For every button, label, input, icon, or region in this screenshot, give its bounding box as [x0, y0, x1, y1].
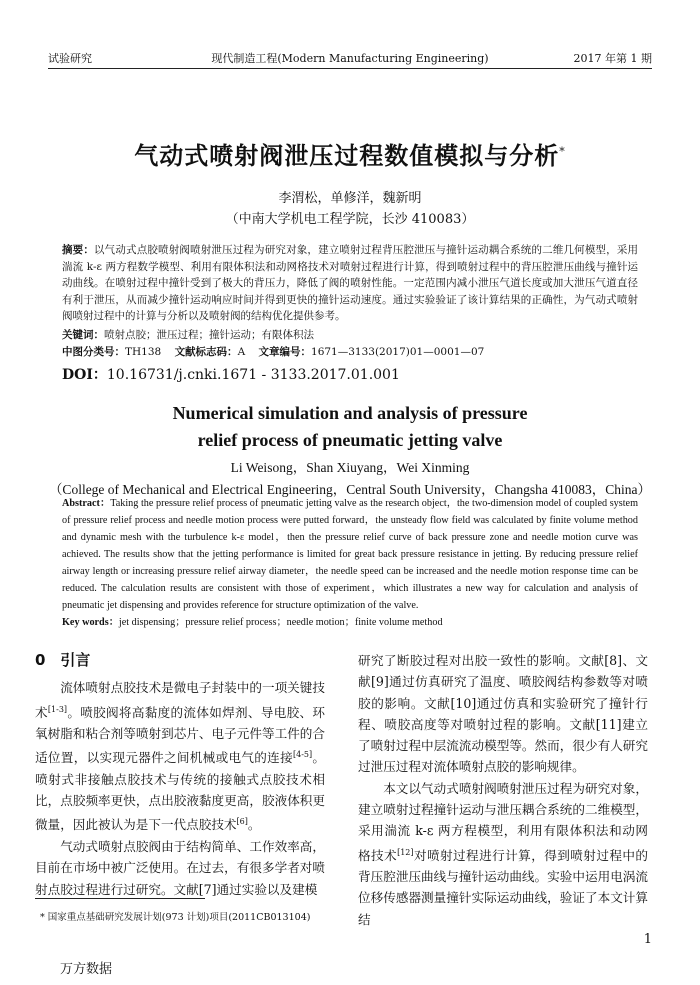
body-right-column	[358, 650, 648, 930]
authors-cn: 李渭松，单修洋，魏新明	[278, 191, 422, 206]
keywords-en: jet dispensing；pressure relief process；needle motion；finite volume method	[118, 617, 443, 628]
header-rule	[48, 68, 652, 69]
authors-en: Li Weisong，Shan Xiuyang，Wei Xinming	[230, 460, 470, 475]
title-cn: 气动式喷射阀泄压过程数值模拟与分析*	[134, 141, 566, 170]
page-number: 1	[643, 932, 652, 947]
affiliation-cn: （中南大学机电工程学院，长沙 410083）	[225, 212, 475, 227]
section-heading: 0 引言	[35, 651, 91, 669]
abstract-cn: 摘要：以气动式点胶喷射阀喷射泄压过程为研究对象，建立喷射过程背压腔泄压与撞针运动耦合系统的二维几何模型，采用湍流 k-ε 两方程数学模型、利用有限体积法和动网格技术对喷射过程进行计算，得到喷射过程中的背压腔泄压曲线与撞针运动曲线。在喷射过程中撞针受到了极大的背压力，降低了阀的喷射性能。一定范围内减小泄压气道长度或加大泄压气道直径有利于泄压，从而减少撞针运动响应时间并得到更快的撞针运动速度。通过实验验证了该计算结果的正确性，为气动式喷射阀喷射过程中的计算与分析以及喷射阀的结构优化提供参考。	[62, 244, 639, 322]
title-en: Numerical simulation and analysis of pressure relief process of pneumatic jetting valve	[172, 403, 528, 450]
paragraph: 研究了断胶过程对出胶一致性的影响。文献[8]、文献[9]通过仿真研究了温度、喷胶阀结构参数等对喷胶的影响。文献[10]通过仿真和实验研究了撞针行程、喷胶高度等对喷射过程的影响。文献[11]建立了喷射过程中层流流动模型等。然而，很少有人研究过泄压过程对流体喷射点胶的影响规律。	[358, 653, 648, 775]
abstract-en: Abstract：Taking the pressure relief process of pneumatic jetting valve as the research object，the two-dimension model of coupled system of pressure relief process and needle motion process were putted forward，the unsteady flow field was calculated by finite volume method and dynamic mesh with the turbulence k-ε model，then the pressure relief curve of back pressure zone and needle motion curve was achieved. The results show that the jetting performance is limited for great back pressure resistance in jetting. By reducing pressure relief airway length or increasing pressure relief airway diameter，the needle speed can be increased and the needle motion response time can be reduced. The calculation results are consistent with those of experiment，which illustrates a new way for calculation and analysis of pneumatic jet dispensing and provides reference for structure optimization of the valve. Key words：jet dispensing；pressure relief process；needle motion；finite volume method	[62, 498, 638, 628]
doi: DOI：10.16731/j.cnki.1671 - 3133.2017.01.001	[62, 367, 400, 383]
footnote-rule	[35, 898, 205, 899]
keywords-cn: 关键词：喷射点胶；泄压过程；撞针运动；有限体积法	[62, 329, 314, 341]
keywords-en-label: Key words：	[62, 617, 119, 628]
header-section: 试验研究	[48, 52, 92, 65]
header-journal: 现代制造工程(Modern Manufacturing Engineering)	[211, 52, 489, 65]
footnote: * 国家重点基础研究发展计划(973 计划)项目(2011CB013104)	[40, 912, 311, 923]
watermark: 万方数据	[60, 962, 113, 977]
body-left-column	[35, 650, 325, 900]
running-header	[48, 50, 652, 70]
affiliation-en: （College of Mechanical and Electrical Engineering，Central South University，Changsha 410083，China）	[48, 482, 652, 497]
paragraph: 本文以气动式喷射阀喷射泄压过程为研究对象，建立喷射过程撞针运动与泄压耦合系统的二维模型，采用湍流 k-ε 两方程模型，利用有限体积法和动网格技术[12]对喷射过程进行计算，得到喷射过程中的背压腔泄压曲线与撞针运动曲线。实验中运用电涡流位移传感器测量撞针实际运动曲线，验证了本文计算结	[358, 780, 649, 927]
header-issue: 2017 年第 1 期	[573, 52, 652, 65]
classification-line: 中图分类号：TH138 文献标志码：A 文章编号：1671—3133(2017)01—0001—07	[62, 346, 485, 358]
paragraph: 流体喷射点胶技术是微电子封装中的一项关键技术[1-3]。喷胶阀将高黏度的流体如焊剂、导电胶、环氧树脂和粘合剂等喷射到芯片、电子元件等工件的合适位置，以实现元器件之间机械或电气的连接[4-5]。喷射式非接触点胶技术与传统的接触式点胶技术相比，点胶频率更快，点出胶液黏度更高，胶液体积更微量，因此被认为是下一代点胶技术[6]。	[35, 680, 326, 833]
title-footnote-mark: *	[559, 145, 566, 158]
paragraph: 气动式喷射点胶阀由于结构简单、工作效率高，目前在市场中被广泛使用。在过去，有很多学者对喷射点胶过程进行过研究。文献[7]通过实验以及建模	[35, 838, 325, 897]
